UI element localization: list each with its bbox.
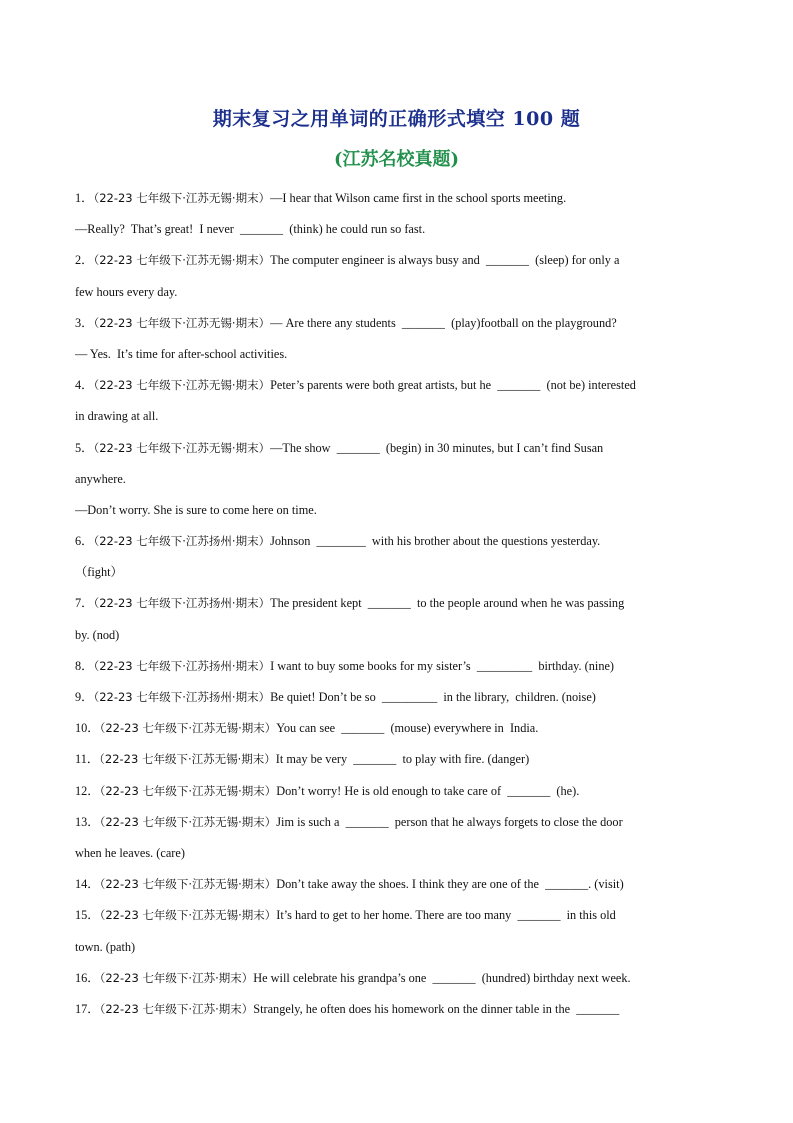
question-text: You can see _______ (mouse) everywhere in India. [276, 721, 539, 736]
question-text: It may be very _______ to play with fire. (danger) [275, 752, 530, 767]
question-number: 14． [75, 877, 100, 892]
question-text: Don’t worry! He is old enough to take care of _______ (he). [276, 783, 580, 798]
question-continuation-line [75, 464, 720, 495]
question-line [75, 994, 720, 1025]
question-line [75, 900, 720, 931]
question-text: town. (path) [75, 939, 136, 954]
question-number: 4． [75, 378, 94, 393]
question-line [75, 744, 720, 775]
question-source: （22-23 七年级下·江苏无锡·期末） [99, 814, 277, 829]
question-line [75, 651, 720, 682]
question-text: —I hear that Wilson came first in the school sports meeting. [270, 191, 567, 205]
question-source: （22-23 七年级下·江苏扬州·期末） [93, 534, 271, 549]
question-text: The president kept _______ to the people around when he was passing [270, 596, 625, 611]
question-text: Johnson ________ with his brother about the questions yesterday. [270, 534, 601, 549]
question-number: 6． [75, 534, 94, 549]
question-line [75, 869, 720, 900]
question-line [75, 433, 720, 464]
question-number: 5． [75, 440, 94, 455]
question-continuation-line [75, 339, 720, 370]
question-number: 2． [75, 253, 94, 268]
question-line [75, 308, 720, 339]
question-source: （22-23 七年级下·江苏无锡·期末） [93, 253, 271, 268]
question-number: 15． [75, 908, 100, 923]
question-continuation-line [75, 620, 720, 651]
question-source: （22-23 七年级下·江苏无锡·期末） [93, 315, 271, 330]
question-text: Don’t take away the shoes. I think they are one of the _______. (visit) [276, 877, 624, 892]
question-source: （22-23 七年级下·江苏扬州·期末） [93, 658, 271, 673]
question-number: 11． [75, 752, 100, 767]
question-line [75, 963, 720, 994]
question-source: （22-23 七年级下·江苏扬州·期末） [93, 596, 271, 611]
question-line [75, 245, 720, 276]
question-text: —Don’t worry. She is sure to come here on time. [75, 502, 317, 517]
question-source: （22-23 七年级下·江苏扬州·期末） [93, 690, 271, 704]
question-continuation-line [75, 277, 720, 308]
question-line [75, 713, 720, 744]
question-number: 16． [75, 970, 100, 985]
question-continuation-line [75, 401, 720, 432]
question-number: 3． [75, 315, 94, 330]
question-list [75, 183, 720, 1025]
question-number: 9． [75, 690, 94, 704]
question-number: 12． [75, 783, 100, 798]
question-line [75, 807, 720, 838]
question-line [75, 682, 720, 713]
question-text: The computer engineer is always busy and _______ (sleep) for only a [270, 253, 620, 268]
question-line [75, 588, 720, 619]
question-source: （22-23 七年级下·江苏无锡·期末） [99, 783, 277, 798]
question-number: 1． [75, 191, 94, 205]
page-subtitle: (江苏名校真题) [333, 149, 460, 170]
question-text: anywhere. [75, 471, 126, 486]
question-text: He will celebrate his grandpa’s one _______ (hundred) birthday next week. [253, 970, 631, 985]
question-text: Be quiet! Don’t be so _________ in the library, children. (noise) [270, 690, 596, 704]
question-text: Strangely, he often does his homework on the dinner table in the _______ [253, 1001, 620, 1016]
question-source: （22-23 七年级下·江苏无锡·期末） [93, 191, 271, 205]
question-number: 10． [75, 721, 100, 736]
question-continuation-line [75, 838, 720, 869]
question-text: when he leaves. (care) [75, 845, 185, 860]
question-text: Peter’s parents were both great artists, but he _______ (not be) interested [270, 378, 636, 393]
question-text: in drawing at all. [75, 409, 159, 424]
question-source: （22-23 七年级下·江苏·期末） [99, 1001, 254, 1016]
question-text: I want to buy some books for my sister’s _________ birthday. (nine) [270, 658, 615, 673]
question-number: 7． [75, 596, 94, 611]
question-text: — Yes. It’s time for after-school activities. [75, 346, 288, 361]
question-line [75, 183, 720, 214]
question-text: （fight） [75, 565, 123, 580]
question-continuation-line [75, 495, 720, 526]
question-number: 8． [75, 658, 94, 673]
question-line [75, 526, 720, 557]
question-source: （22-23 七年级下·江苏·期末） [99, 970, 254, 985]
question-source: （22-23 七年级下·江苏无锡·期末） [93, 440, 271, 455]
question-text: few hours every day. [75, 284, 178, 299]
question-text: Jim is such a _______ person that he always forgets to close the door [276, 814, 623, 829]
question-text: — Are there any students _______ (play)football on the playground? [270, 315, 617, 330]
page-title: 期末复习之用单词的正确形式填空 100 题 [212, 108, 581, 130]
question-continuation-line [75, 214, 720, 245]
question-line [75, 776, 720, 807]
question-source: （22-23 七年级下·江苏无锡·期末） [93, 378, 271, 393]
question-line [75, 370, 720, 401]
question-source: （22-23 七年级下·江苏无锡·期末） [99, 752, 276, 767]
question-continuation-line [75, 557, 720, 588]
question-text: —Really? That’s great! I never _______ (think) he could run so fast. [75, 222, 426, 237]
question-text: It’s hard to get to her home. There are too many _______ in this old [276, 908, 616, 923]
question-number: 13． [75, 814, 100, 829]
question-source: （22-23 七年级下·江苏无锡·期末） [99, 721, 277, 736]
question-text: —The show _______ (begin) in 30 minutes, but I can’t find Susan [270, 440, 604, 455]
question-number: 17． [75, 1001, 100, 1016]
question-text: by. (nod) [75, 627, 120, 642]
question-source: （22-23 七年级下·江苏无锡·期末） [99, 877, 277, 892]
question-continuation-line [75, 932, 720, 963]
question-source: （22-23 七年级下·江苏无锡·期末） [99, 908, 277, 923]
